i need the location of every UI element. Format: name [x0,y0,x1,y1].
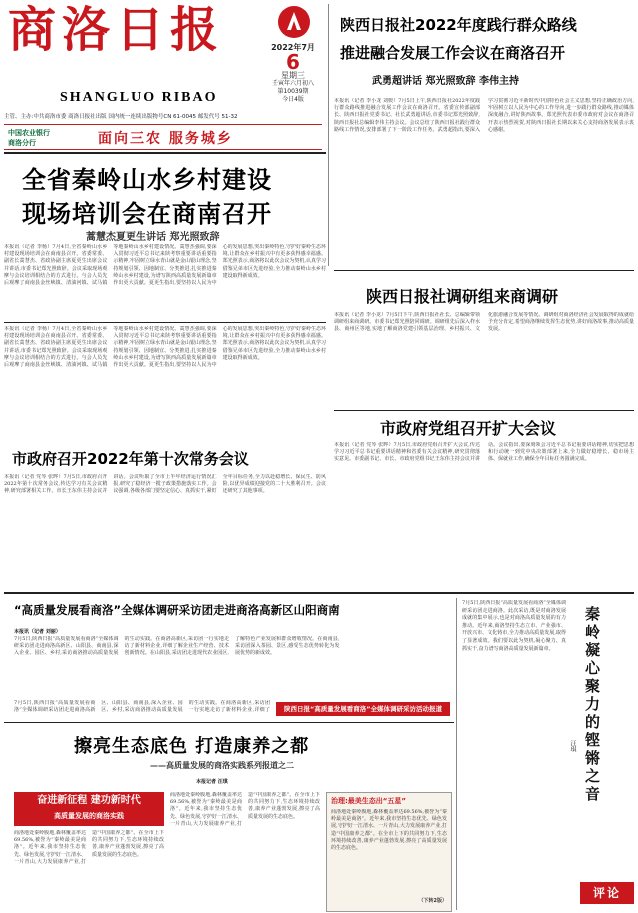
commentary-tag: 评论 [580,882,634,904]
article-headline: 陕西日报社调研组来商调研 [366,287,559,306]
feature-banner-title: 奋进新征程 建功新时代 [14,792,164,810]
masthead-pinyin: SHANGLUO RIBAO [60,90,218,105]
lead-headline: 全省秦岭山水乡村建设 [22,166,272,194]
feature-subhead: ——高质量发展的商洛实践系列报道之二 [150,761,294,770]
section-rule [4,722,454,723]
feature-banner-sub: 高质量发展的商洛实践 [14,810,164,822]
date-year-month: 2022年7月 [271,43,315,52]
bank-branch: 商洛分行 [8,139,36,147]
feature-banner [14,792,164,826]
section-rule [4,152,326,154]
weekday: 星期三 [281,71,305,80]
report-banner: 陕西日报“高质量发展看商洛”全媒体调研采访活动报道 [276,702,450,716]
section-rule [4,592,634,594]
article-headline: 陕西日报社2022年度践行群众路线 [340,16,577,34]
publisher-line: 主管、主办:中共商洛市委 商洛日报社出版 国内统一连续出版物号CN 61-0045 邮发代号 51-32 [4,114,238,120]
article-body: 本报讯（记者 党琴 张晔）7月5日,市政府党组召开扩大会议,传达学习习近平总书记重要讲话精神和省委有关会议精神,研究贯彻落实意见。市委副书记、市长、市政府党组书记王东伟主持会议并讲话。会议指出,要深刻领会习近平总书记重要讲话精神,切实把思想和行动统一到党中央决策部署上来,全力做好稳增长、稳市场主体、保就业工作,确保全年目标任务圆满完成。 [334,442,634,463]
feature-headline: 擦亮生态底色 打造康养之都 [74,736,310,757]
section-rule [4,322,326,323]
article-headline: 市政府党组召开扩大会议 [380,419,557,438]
bank-logo [8,128,50,148]
lead-body-continued: 本报讯（记者 李杨）7月4日,全省秦岭山水乡村建设现场培训会在商南县召开。省委常委、副省长蒿慧杰、省政协副主席夏更生出席会议并讲话,市委书记郑光照致辞。会议采取现场观摩与会议培训相结合的方式进行。与会人员先后观摩了商南县金丝峡镇、清油河镇、试马镇等地秦岭山水乡村建设情况。蒿慧杰强调,要深入贯彻习近平总书记来陕考察重要讲话重要指示精神,牢固树立绿水青山就是金山银山理念,坚持规划引领、因地制宜、分类推进,扎实推进秦岭山水乡村建设,为谱写陕西高质量发展新篇章作出更大贡献。夏更生指出,要坚持以人民为中心的发展思想,突出秦岭特色,守护好秦岭生态环境,让群众在乡村振兴中有更多获得感幸福感。郑光照表示,商洛将以此次会议为契机,认真学习借鉴兄弟市区先进经验,全力推动秦岭山水乡村建设取得新成效。 [4,326,326,369]
bank-name: 中国农业银行 [8,129,50,137]
article-headline: “高质量发展看商洛”全媒体调研采访团走进商洛高新区山阳商南 [14,603,340,617]
commentary-title: 秦岭凝心聚力的铿锵之音 [583,606,601,804]
article-headline: 推进融合发展工作会议在商洛召开 [340,44,566,62]
feature-inset [326,792,452,912]
bank-slogan: 面向三农 服务城乡 [98,131,233,147]
lead-body: 本报讯（记者 李杨）7月4日,全省秦岭山水乡村建设现场培训会在商南县召开。省委常委、副省长蒿慧杰、省政协副主席夏更生出席会议并讲话,市委书记郑光照致辞。会议采取现场观摩与会议培训相结合的方式进行。与会人员先后观摩了商南县金丝峡镇、清油河镇、试马镇等地秦岭山水乡村建设情况。蒿慧杰强调,要深入贯彻习近平总书记来陕考察重要讲话重要指示精神,牢固树立绿水青山就是金山银山理念,坚持规划引领、因地制宜、分类推进,扎实推进秦岭山水乡村建设,为谱写陕西高质量发展新篇章作出更大贡献。夏更生指出,要坚持以人民为中心的发展思想,突出秦岭特色,守护好秦岭生态环境,让群众在乡村振兴中有更多获得感幸福感。郑光照表示,商洛将以此次会议为契机,认真学习借鉴兄弟市区先进经验,全力推动秦岭山水乡村建设取得新成效。 [4,244,326,287]
commentary-author: 汪琪 [569,740,576,752]
article-subhead: 武勇超讲话 郑光照致辞 李伟主持 [372,76,519,87]
commentary-body: 7月5日,陕西日报“高质量发展看商洛”全媒体调研采访团走进商洛。此次采访,既是对商洛发展成就的集中展示,也是对商洛高质量发展的有力推动。近年来,商洛坚持生态立市、产业强市、开放兴市、文化铸市,全力推动高质量发展,取得了显著成效。我们要以此为契机,凝心聚力、真抓实干,奋力谱写商洛高质量发展新篇章。 [462,600,566,652]
article-body: 本报讯（记者 李小龙 刘媛）7月5日上午,陕西日报社2022年度践行群众路线推进融合发展工作会议在商洛召开。省委宣传部副部长、陕西日报社党委书记、社长武勇超讲话,市委书记郑光照致辞,陕西日报社总编辑李伟主持会议。会议总结了陕西日报社践行群众路线工作情况,安排部署了下一阶段工作任务。武勇超指出,要深入学习贯彻习近平新时代中国特色社会主义思想,坚持正确政治方向,牢固树立以人民为中心的工作导向,进一步践行群众路线,推动媒体深度融合,讲好陕西故事。郑光照代表市委市政府对会议在商洛召开表示热烈祝贺,对陕西日报社长期以来关心支持商洛发展表示衷心感谢。 [334,98,634,133]
inset-title: 治理:最美生态出“五星” [331,797,407,805]
article-byline: 本报讯（记者 刘丽） [14,629,61,635]
section-rule [334,270,634,271]
newspaper-logo-icon [276,4,312,40]
lead-headline: 现场培训会在商南召开 [22,200,272,228]
issue-number: 第10039期 [277,88,309,95]
inset-body: 商洛地处秦岭腹地,森林覆盖率达69.56%,被誉为“秦岭最美是商洛”。近年来,我市坚持生态优先、绿色发展,守护好一江清水、一片青山,大力发展康养产业,打造“中国康养之都”。在全市上下的共同努力下,生态环境持续改善,康养产业蓬勃发展,擦亮了高质量发展的生态底色。 [331,809,447,852]
date-box [262,44,324,104]
feature-body: 商洛地处秦岭腹地,森林覆盖率达69.56%,被誉为“秦岭最美是商洛”。近年来,我市坚持生态优先、绿色发展,守护好一江清水、一片青山,大力发展康养产业,打造“中国康养之都”。在全市上下的共同努力下,生态环境持续改善,康养产业蓬勃发展,擦亮了高质量发展的生态底色。 [14,830,164,865]
masthead-title: 商洛日报 [8,2,225,58]
article-body-continued: 7月5日,陕西日报“高质量发展看商洛”全媒体调研采访团走进商洛高新区、山阳县、商南县,深入企业、园区、乡村,采访商洛推动高质量发展的生动实践。在商洛高新区,采访团一行实地走访了新材料企业,详细了 [14,700,270,714]
article-body: 本报讯（记者 党琴 张晔）7月5日,市政府召开2022年第十次常务会议,传达学习有关会议精神,研究部署相关工作。市长王东伟主持会议并讲话。会议听取了全市上半年经济运行情况汇报,研究了稳经济一揽子政策措施落实工作。会议强调,各级各部门要坚定信心、真抓实干,紧盯全年目标任务,全力以赴稳增长、保民生、防风险,以优异成绩迎接党的二十大胜利召开。会议还研究了其他事项。 [4,474,326,495]
lunar-date: 壬寅年六月初八 [271,80,314,87]
column-divider [456,598,457,910]
section-rule [334,410,634,411]
inset-continue: （下转2版） [418,898,447,904]
lead-subhead: 蒿慧杰夏更生讲话 郑光照致辞 [86,232,220,243]
column-divider [328,4,329,266]
edition-count: 今日4版 [282,96,304,103]
feature-byline: 本报记者 汪琪 [196,779,228,785]
article-body: 本报讯（记者 李小龙）7月5日下午,陕西日报社社长、总编辑带领调研组来商调研。市委书记郑光照陪同调研。调研组先后深入柞水县、商州区等地,实地了解商洛党建引领基层治理、乡村振兴、文化旅游融合发展等情况。调研组对商洛经济社会发展取得的成就给予充分肯定,希望商洛继续发挥生态优势,讲好商洛故事,推动高质量发展。 [334,312,634,333]
article-headline: 市政府召开2022年第十次常务会议 [12,450,249,468]
feature-body-continued: 商洛地处秦岭腹地,森林覆盖率达69.56%,被誉为“秦岭最美是商洛”。近年来,我市坚持生态优先、绿色发展,守护好一江清水、一片青山,大力发展康养产业,打造“中国康养之都”。在全市上下的共同努力下,生态环境持续改善,康养产业蓬勃发展,擦亮了高质量发展的生态底色。 [170,792,320,827]
article-body: 7月5日,陕西日报“高质量发展看商洛”全媒体调研采访团走进商洛高新区、山阳县、商南县,深入企业、园区、乡村,采访商洛推动高质量发展的生动实践。在商洛高新区,采访团一行实地走访了新材料企业,详细了解企业生产经营、技术创新情况。在山阳县,采访团走进现代农业园区,了解特色产业发展和群众增收情况。在商南县,采访团深入茶园、景区,感受生态优势转化为发展优势的新成效。 [14,636,340,657]
date-day: 6 [286,50,300,74]
